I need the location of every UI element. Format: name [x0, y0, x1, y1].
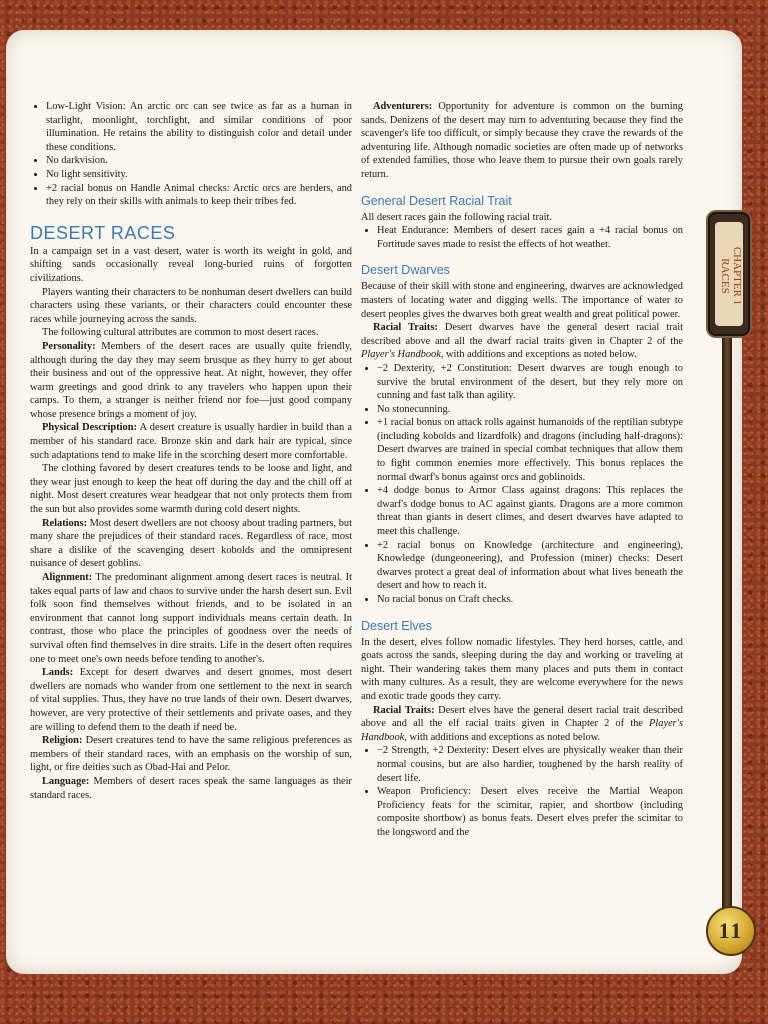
paragraph-adventurers — [361, 100, 683, 182]
paragraph-dwarf-racial-traits — [361, 321, 683, 362]
decorative-staff — [722, 332, 732, 912]
paragraph-lead: Racial Traits: — [373, 704, 435, 716]
paragraph-text: Desert elves have the general desert racial trait described above and all the elf racial traits given in Chapter 2 of the — [361, 704, 683, 730]
paragraph-lands — [30, 666, 352, 734]
paragraph-text: Opportunity for adventure is common on the burning sands. Denizens of the desert may turn to adventuring because they find the scavenger's life too difficult, or simply because they crave the rewards of the adventuring life. Although nomadic societies are often made up of networks of extended families, those who leave them to pursue their own goals rarely return. — [361, 101, 683, 180]
general-trait-list — [361, 224, 683, 251]
list-item: • +2 racial bonus on Handle Animal checks: Arctic orcs are herders, and they rely on their skills with animals to keep their tribes fed. — [46, 182, 352, 209]
page-number: 11 — [706, 906, 756, 956]
arctic-orc-traits-list — [30, 100, 352, 209]
paragraph-text: A desert creature is usually hardier in build than a member of his standard race. Bronze skin and dark hair are typical, since such adaptations tend to make life in the scorching desert more comfortable. — [30, 422, 352, 461]
list-item: • Weapon Proficiency: Desert elves receive the Martial Weapon Proficiency feats for the scimitar, rapier, and shortbow (including composite shortbow) as bonus feats. Desert elves prefer the scimitar to the longsword and the — [377, 785, 683, 839]
subheading-general-trait: General Desert Racial Trait — [361, 193, 512, 208]
list-item: • No light sensitivity. — [46, 168, 352, 182]
dwarf-traits-list — [361, 362, 683, 607]
paragraph-lead: Personality: — [42, 340, 96, 352]
section-heading-desert-races: DESERT RACES — [30, 222, 176, 243]
paragraph-physical-description — [30, 421, 352, 462]
paragraph-text: Desert dwarves have the general desert racial trait described above and all the dwarf racial traits given in Chapter 2 of the — [361, 322, 684, 347]
subheading-desert-dwarves: Desert Dwarves — [361, 263, 450, 278]
paragraph-text: , with additions and exceptions as noted below. — [404, 731, 601, 743]
page-parchment — [6, 30, 742, 974]
paragraph-lead: Racial Traits: — [373, 322, 438, 334]
paragraph-personality — [30, 340, 352, 422]
paragraph-clothing — [30, 462, 352, 516]
elf-traits-list — [361, 744, 683, 839]
paragraph: The following cultural attributes are common to most desert races. — [42, 327, 319, 339]
paragraph: Because of their skill with stone and engineering, dwarves are acknowledged masters of locating water and digging wells. The importance of water to desert peoples gives the dwarves both great wealth and great political power. — [361, 281, 683, 320]
paragraph-lead: Language: — [42, 775, 90, 787]
list-item: • No darkvision. — [46, 154, 352, 168]
paragraph-text: Members of desert races speak the same languages as their standard races. — [30, 775, 352, 801]
paragraph-lead: Adventurers: — [373, 101, 433, 112]
paragraph: All desert races gain the following racial trait. — [361, 211, 552, 223]
list-item: • −2 Strength, +2 Dexterity: Desert elves are physically weaker than their normal cousins, but are also hardier, toughened by the harsh reality of desert life. — [377, 744, 683, 785]
list-item: • −2 Dexterity, +2 Constitution: Desert dwarves are tough enough to survive the brutal environment of the desert, but they rely more on cunning and fast talk than agility. — [377, 362, 683, 403]
paragraph-language — [30, 775, 352, 802]
book-title: Player's Handbook — [361, 349, 441, 361]
chapter-subtitle: RACES — [719, 258, 731, 294]
paragraph-text: Desert creatures tend to have the same religious preferences as members of their standard races, with an emphasis on the worship of sun, light, or fire deities such as Obad-Hai and Pelor. — [30, 735, 352, 774]
book-title: Player's Handbook — [361, 718, 683, 743]
paragraph-text: Most desert dwellers are not choosy about trading partners, but many share the prejudices of their standard races. Regardless of race, most share a dislike of the scavenging desert kobolds and the omnipresent nuisance of desert goblins. — [30, 517, 352, 570]
paragraph: In the desert, elves follow nomadic lifestyles. They herd horses, cattle, and goats across the sands, sleeping during the day and working or traveling at night. Their wandering takes them many places and puts them in contact with many cultures. As a result, they are welcome everywhere for the news and exotic trade goods they carry. — [361, 636, 683, 702]
paragraph-elf-racial-traits — [361, 704, 683, 745]
paragraph: In a campaign set in a vast desert, water is worth its weight in gold, and shifting sands occasionally reveal long-buried ruins of forgotten civilizations. — [30, 245, 352, 284]
paragraph-text: , with additions and exceptions as noted below. — [440, 349, 637, 361]
paragraph-lead: Relations: — [42, 517, 88, 529]
right-column — [361, 100, 683, 840]
paragraph-lead: Religion: — [42, 735, 83, 747]
paragraph-lead: Lands: — [42, 667, 74, 679]
paragraph-text: The clothing favored by desert creatures tends to be loose and light, and they wear just enough to keep the heat off during the day and the chill off at night. Most desert creatures wear headgear that not only protects them from the sun but also provides some warmth during cold desert nights. — [30, 463, 352, 516]
paragraph-lead: Physical Description: — [42, 422, 137, 434]
paragraph-alignment — [30, 571, 352, 666]
paragraph-text: Members of the desert races are usually quite friendly, although during the day they may seem brusque as they hurry to get about their business and out of the oppressive heat. At night, however, they offer warm greetings and good drink to any travelers who happen upon their camps. To them, a stranger is neither friend nor foe—just good company whose presence brings a moment of joy. — [30, 340, 352, 420]
list-item: • +4 dodge bonus to Armor Class against dragons: This replaces the dwarf's dodge bonus to AC against giants. Dragons are a more common threat than giants in desert climes, and desert dwarves have adapted to meet this challenge. — [377, 484, 683, 538]
list-item: • No stonecunning. — [377, 403, 683, 417]
paragraph-relations — [30, 517, 352, 571]
chapter-tab — [708, 212, 750, 336]
list-item: • +1 racial bonus on attack rolls against humanoids of the reptilian subtype (including kobolds and lizardfolk) and dragons (including half-dragons): Desert dwarves are trained in special combat techniques that allow them to fight common enemies more effectively. This bonus replaces the normal dwarf's bonus against orcs and goblinoids. — [377, 416, 683, 484]
paragraph-text: Except for desert dwarves and desert gnomes, most desert dwellers are nomads who wander from one settlement to the next in search of vital supplies. Thus, they have no true lands of their own. Desert dwarves, however, are very protective of their settlements and private oases, and they are willing to defend them to the death if need be. — [30, 667, 352, 733]
list-item: • Low-Light Vision: An arctic orc can see twice as far as a human in starlight, moonlight, torchlight, and similar conditions of poor illumination. He retains the ability to distinguish color and detail under these conditions. — [46, 100, 352, 154]
chapter-label: CHAPTER 1 — [731, 246, 743, 306]
list-item: • +2 racial bonus on Knowledge (architecture and engineering), Knowledge (dungeoneering), and Profession (miner) checks: Desert dwarves protect a great deal of information about what lives beneath the desert and how to reach it. — [377, 539, 683, 593]
chapter-tab-label — [719, 224, 743, 328]
paragraph-lead: Alignment: — [42, 572, 93, 583]
list-item: • No racial bonus on Craft checks. — [377, 593, 683, 607]
list-item: • Heat Endurance: Members of desert races gain a +4 racial bonus on Fortitude saves made to resist the effects of hot weather. — [377, 224, 683, 251]
subheading-desert-elves: Desert Elves — [361, 618, 432, 633]
paragraph-text: The predominant alignment among desert races is neutral. It takes equal parts of law and chaos to survive under the harsh desert sun. Evil folk soon find themselves without friends, and to be isolated in an environment that cannot long support individuals means certain death. In contrast, those who place the principles of goodness over the needs of survival often find themselves in dire straits. Life in the desert often requires one to meet one's own needs before tending to another's. — [30, 572, 352, 665]
left-column — [30, 100, 352, 802]
paragraph: Players wanting their characters to be nonhuman desert dwellers can build characters using these variants, or their characters could encounter these races while journeying across the sands. — [30, 286, 352, 325]
paragraph-religion — [30, 734, 352, 775]
chapter-tab-plate — [715, 222, 743, 326]
